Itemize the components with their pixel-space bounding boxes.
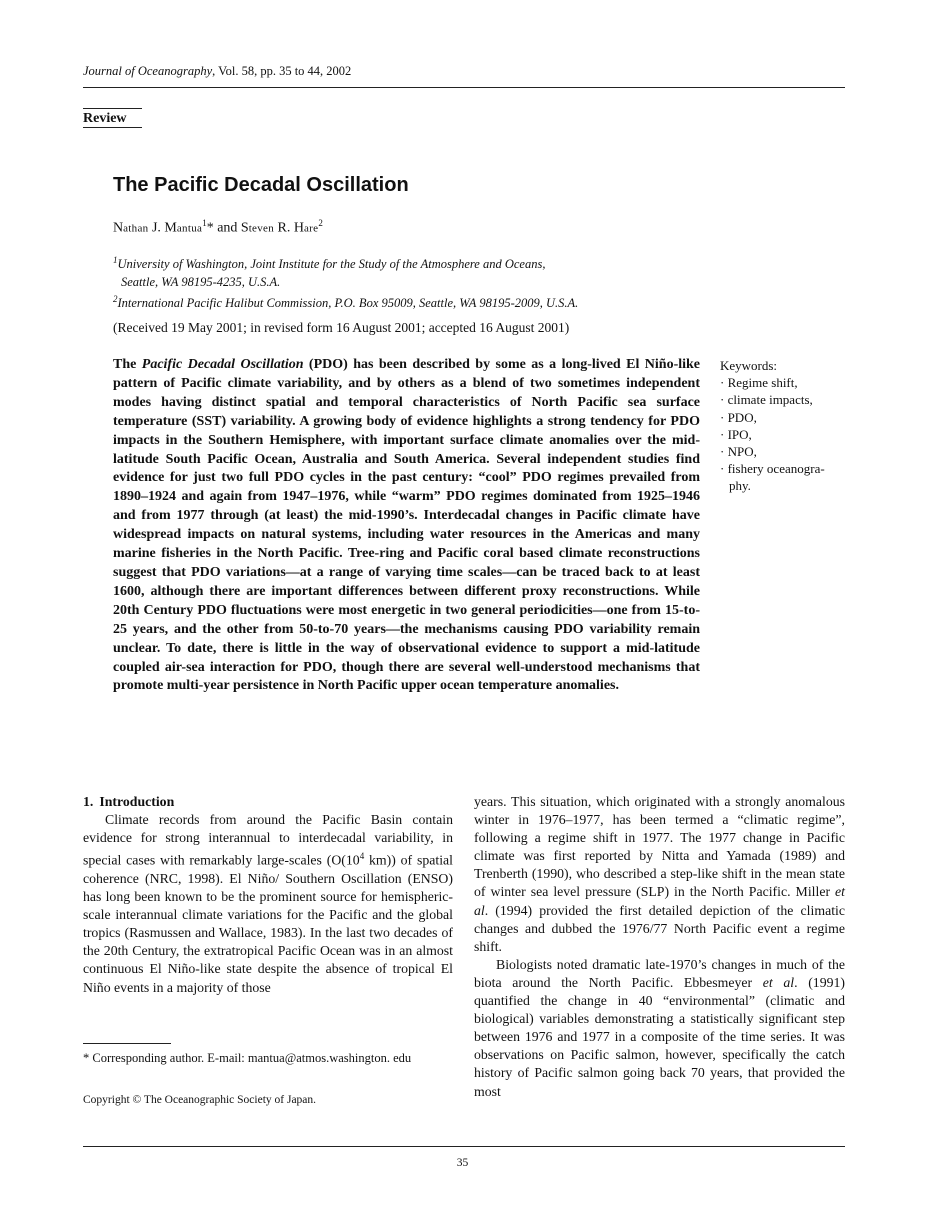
footnote-rule [83, 1043, 171, 1044]
keyword-item: · fishery oceanogra- [720, 461, 825, 477]
keyword-item: · NPO, [720, 444, 757, 460]
article-title: The Pacific Decadal Oscillation [113, 174, 409, 196]
paragraph: years. This situation, which originated with a strongly anomalous winter in 1976–1977, has been termed a “climatic regime”, following a regime shift in 1977. The 1977 change in Pacific climate was first reported by Nitta and Yamada (1989) and Trenberth (1990), who described a step-like shift in the mean state of winter sea level pressure (SLP) in the North Pacific. Miller et al. (1994) provided the first detailed depiction of the climatic changes and dubbed the 1976/77 North Pacific event a regime shift. [474, 794, 845, 954]
section-heading: 1. Introduction [83, 794, 175, 809]
affiliations [113, 252, 578, 313]
copyright: Copyright © The Oceanographic Society of Japan. [83, 1094, 317, 1106]
affiliation-2: $^2$International Pacific Halibut Commission, P.O. Box 95009, Seattle, WA 98195-2009, U.S.A. [113, 294, 579, 311]
keywords [720, 357, 825, 495]
affiliation-1: $^1$University of Washington, Joint Institute for the Study of the Atmosphere and Oceans, [113, 255, 546, 272]
author-line: Nathan J. Mantua$^1$* and Steven R. Hare$^2$ [113, 218, 323, 236]
keyword-item: · IPO, [720, 426, 752, 442]
footer-rule [83, 1146, 845, 1147]
review-overline [83, 108, 142, 109]
body-column-left [83, 793, 453, 997]
keyword-item: · PDO, [720, 409, 757, 425]
section-label: Review [83, 111, 127, 126]
affiliation-1-cont: Seattle, WA 98195-4235, U.S.A. [121, 274, 281, 289]
journal-name: Journal of Oceanography [83, 64, 213, 78]
page-number: 35 [456, 1157, 469, 1169]
body-column-right [474, 793, 845, 1101]
journal-citation: , Vol. 58, pp. 35 to 44, 2002 [212, 64, 352, 78]
keyword-item: · Regime shift, [720, 375, 798, 391]
received-dates: (Received 19 May 2001; in revised form 16 August 2001; accepted 16 August 2001) [113, 320, 570, 335]
intro-paragraph: Climate records from around the Pacific Basin contain evidence for strong interannual to interdecadal variability, in special cases with remarkably large-scales ($O(10^4$ km)) of spatial coherence (NRC, 1998). El Niño/ Southern Oscillation (ENSO) has long been known to be the prominent source for hemispheric-scale interannual climate variations for the Pacific and the global tropics (Rasmussen and Wallace, 1983). In the last two decades of the 20th Century, the extratropical Pacific Ocean was in an almost continuous El Niño-like state despite the absence of tropical El Niño events in a majority of those [83, 812, 453, 995]
paragraph: Biologists noted dramatic late-1970’s changes in much of the biota around the North Pacific. Ebbesmeyer et al. (1991) quantified the change in 40 “environmental” (climatic and biological) variables demonstrating a statistically significant step between 1976 and 1977 in a composite of the time series. It was observations on Pacific salmon, however, specifically the catch history of Pacific salmon going back 70 years, that provided the most [474, 956, 845, 1099]
footnote: * Corresponding author. E-mail: mantua@atmos.washington. edu [83, 1051, 412, 1065]
header-rule [83, 87, 845, 88]
abstract: The Pacific Decadal Oscillation (PDO) has been described by some as a long-lived El Niño-like pattern of Pacific climate variability, and by others as a blend of two sometimes independent modes having distinct spatial and temporal characteristics of North Pacific sea surface temperature (SST) variability. A growing body of evidence highlights a strong tendency for PDO impacts in the Southern Hemisphere, with important surface climate anomalies over the mid-latitude South Pacific Ocean, Australia and South America. Several independent studies find evidence for just two full PDO cycles in the past century: “cool” PDO regimes prevailed from 1890–1924 and again from 1947–1976, while “warm” PDO regimes dominated from 1925–1946 and from 1977 through (at least) the mid-1990’s. Interdecadal changes in Pacific climate have widespread impacts on natural systems, including water resources in the Americas and many marine fisheries in the North Pacific. Tree-ring and Pacific coral based climate reconstructions suggest that PDO variations—at a range of varying time scales—can be traced back to at least 1600, although there are important differences between different proxy reconstructions. While 20th Century PDO fluctuations were most energetic in two general periodicities—one from 15-to-25 years, and the other from 50-to-70 years—the mechanisms causing PDO variability remain unclear. To date, there is little in the way of observational evidence to support a mid-latitude coupled air-sea interaction for PDO, though there are several well-understood mechanisms that promote multi-year persistence in North Pacific upper ocean temperature anomalies. [113, 357, 701, 694]
keywords-heading: Keywords: [720, 358, 778, 373]
running-header [83, 64, 351, 79]
keyword-item: · climate impacts, [720, 392, 813, 408]
pdo-term: Pacific Decadal Oscillation [141, 357, 304, 372]
review-underline [83, 127, 142, 128]
keyword-item-cont: phy. [729, 478, 751, 494]
